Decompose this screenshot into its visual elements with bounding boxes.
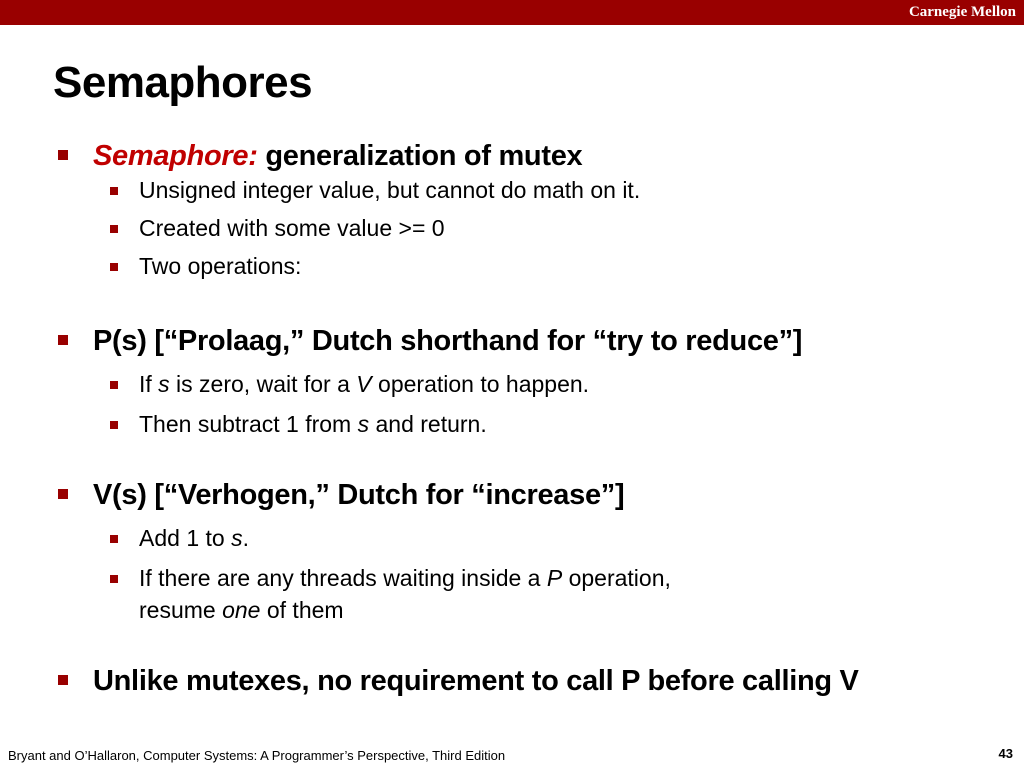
sub-bullet-text: If there are any threads waiting inside a P operation, [139,565,671,591]
term-definition: generalization of mutex [257,140,583,172]
square-bullet-icon [110,535,118,543]
square-bullet-icon [58,489,68,499]
square-bullet-icon [58,150,68,160]
square-bullet-icon [58,675,68,685]
bullet-v-operation [0,479,1024,634]
sub-bullet [0,524,1024,562]
sub-bullet [0,370,1024,408]
brand-label: Carnegie Mellon [908,4,1016,20]
bullet-line [0,140,1024,176]
page-number: 43 [998,746,1013,761]
sub-bullet-continuation: resume one of them [139,597,344,623]
sub-bullet-text: Two operations: [139,253,302,279]
sub-bullet [0,410,1024,448]
square-bullet-icon [58,335,68,345]
sub-bullet [0,176,1024,214]
bullet-text: V(s) [“Verhogen,” Dutch for “increase”] [93,479,625,511]
footer-citation: Bryant and O’Hallaron, Computer Systems: A Programmer’s Perspective, Third Edition [8,748,506,763]
square-bullet-icon [110,225,118,233]
sub-bullet [0,252,1024,290]
bullet-line [0,479,1024,515]
sub-bullet-text: Add 1 to s. [139,525,249,551]
sub-bullet-text: Created with some value >= 0 [139,215,445,241]
square-bullet-icon [110,263,118,271]
bullet-line [0,325,1024,361]
term-label: Semaphore: [93,140,258,172]
bullet-text [93,140,582,172]
header-bar [0,0,1024,25]
sub-bullet-text: Then subtract 1 from s and return. [139,411,487,437]
bullet-line [0,665,1024,701]
slide-title: Semaphores [53,58,313,107]
bullet-p-operation [0,325,1024,448]
sub-bullet [0,564,1024,634]
square-bullet-icon [110,381,118,389]
sub-bullet-text: If s is zero, wait for a V operation to happen. [139,371,590,397]
bullet-unlike-mutexes [0,665,1024,701]
bullet-text: P(s) [“Prolaag,” Dutch shorthand for “try to reduce”] [93,325,803,357]
square-bullet-icon [110,421,118,429]
bullet-text: Unlike mutexes, no requirement to call P before calling V [93,665,859,697]
bullet-semaphore [0,140,1024,290]
sub-bullet [0,214,1024,252]
square-bullet-icon [110,187,118,195]
square-bullet-icon [110,575,118,583]
sub-bullet-text: Unsigned integer value, but cannot do math on it. [139,177,641,203]
